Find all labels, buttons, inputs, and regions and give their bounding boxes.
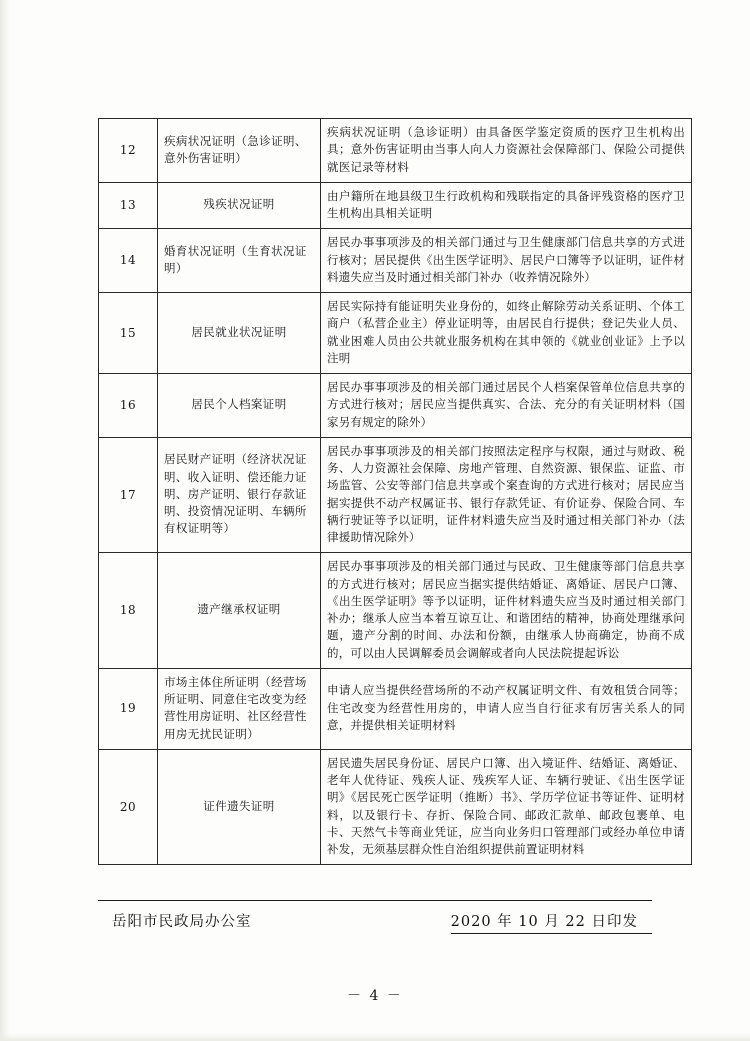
row-name [158,437,321,553]
row-description: 申请人应当提供经营场所的不动产权属证明文件、有效租赁合同等；住宅改变为经营性用房的，申请人应当自行征求有厉害关系人的同意，并提供相关证明材料 [321,668,692,749]
table-row [99,553,692,669]
table-row [99,293,692,374]
table-body [99,119,692,865]
row-name [158,119,321,183]
row-name-text: 残疾状况证明 [203,197,275,212]
row-name-text: 遗产继承权证明 [197,602,281,617]
row-number: 15 [99,293,158,374]
row-name-text: 居民个人档案证明 [191,397,287,412]
table-row [99,668,692,749]
row-name [158,553,321,669]
row-description: 居民遗失居民身份证、居民户口簿、出入境证件、结婚证、离婚证、老年人优待证、残疾人证、残疾军人证、车辆行驶证、《出生医学证明》《居民死亡医学证明（推断）书》、学历学位证书等证件、证明材料，以及银行卡、存折、保险合同、邮政汇款单、邮政包裹单、电卡、天然气卡等商业凭证，应当向业务归口管理部门或经办单位申请补发，无须基层群众性自治组织提供前置证明材料 [321,749,692,865]
row-name-text: 居民就业状况证明 [191,324,287,339]
table-row [99,374,692,438]
row-description: 疾病状况证明（急诊证明）由具备医学鉴定资质的医疗卫生机构出具；意外伤害证明由当事人向人力资源社会保障部门、保险公司提供就医记录等材料 [321,119,692,183]
table-row [99,437,692,553]
row-description: 居民办事事项涉及的相关部门通过与卫生健康部门信息共享的方式进行核对；居民提供《出生医学证明》、居民户口簿等予以证明，证件材料遗失应当及时通过相关部门补办（收养情况除外） [321,229,692,293]
row-name [158,182,321,229]
footer-issuer: 岳阳市民政局办公室 [112,914,252,930]
row-number: 12 [99,119,158,183]
row-name-text: 疾病状况证明（急诊证明、意外伤害证明） [164,133,307,165]
scan-edge-bottom [0,1033,750,1041]
row-name-text: 市场主体住所证明（经营场所证明、同意住宅改变为经营性用房证明、社区经营性用房无扰民证明） [164,674,307,741]
row-number: 18 [99,553,158,669]
row-description: 居民办事事项涉及的相关部门通过居民个人档案保管单位信息共享的方式进行核对；居民应当提供真实、合法、充分的有关证明材料（国家另有规定的除外） [321,374,692,438]
table-row [99,229,692,293]
row-number: 16 [99,374,158,438]
table-row [99,182,692,229]
scan-edge-left [0,0,10,1041]
row-number: 14 [99,229,158,293]
document-footer [98,910,652,934]
row-number: 17 [99,437,158,553]
footer-date: 2020 年 10 月 22 日印发 [451,910,652,934]
row-name-text: 证件遗失证明 [203,798,275,813]
table-row [99,119,692,183]
row-name-text: 婚育状况证明（生育状况证明） [164,243,307,276]
row-description: 居民办事事项涉及的相关部门通过与民政、卫生健康等部门信息共享的方式进行核对；居民应当据实提供结婚证、离婚证、居民户口簿、《出生医学证明》等予以证明，证件材料遗失应当及时通过相关部门补办；继承人应当本着互谅互让、和谐团结的精神，协商处理继承问题，遗产分割的时间、办法和份额，由继承人协商确定，协商不成的，可以由人民调解委员会调解或者向人民法院提起诉讼 [321,553,692,669]
page-number: － 4 － [347,988,403,1004]
row-number: 19 [99,668,158,749]
row-name [158,668,321,749]
row-name [158,229,321,293]
table-row [99,749,692,865]
certificate-table [98,118,692,865]
row-name [158,293,321,374]
row-description: 居民办事事项涉及的相关部门按照法定程序与权限，通过与财政、税务、人力资源社会保障、房地产管理、自然资源、银保监、证监、市场监管、公安等部门信息共享或个案查询的方式进行核对；居民应当据实提供不动产权属证书、银行存款凭证、有价证券、保险合同、车辆行驶证等予以证明，证件材料遗失应当及时通过相关部门补办（法律援助情况除外） [321,437,692,553]
footer-divider [98,900,652,901]
row-name [158,374,321,438]
row-name-text: 居民财产证明（经济状况证明、收入证明、偿还能力证明、房产证明、银行存款证明、投资情况证明、车辆所有权证明等） [164,452,307,536]
row-name [158,749,321,865]
row-number: 20 [99,749,158,865]
row-description: 由户籍所在地县级卫生行政机构和残联指定的具备评残资格的医疗卫生机构出具相关证明 [321,182,692,229]
row-description: 居民实际持有能证明失业身份的，如终止解除劳动关系证明、个体工商户（私营企业主）停业证明等，由居民自行提供；登记失业人员、就业困难人员由公共就业服务机构在其申领的《就业创业证》上予以注明 [321,293,692,374]
row-number: 13 [99,182,158,229]
